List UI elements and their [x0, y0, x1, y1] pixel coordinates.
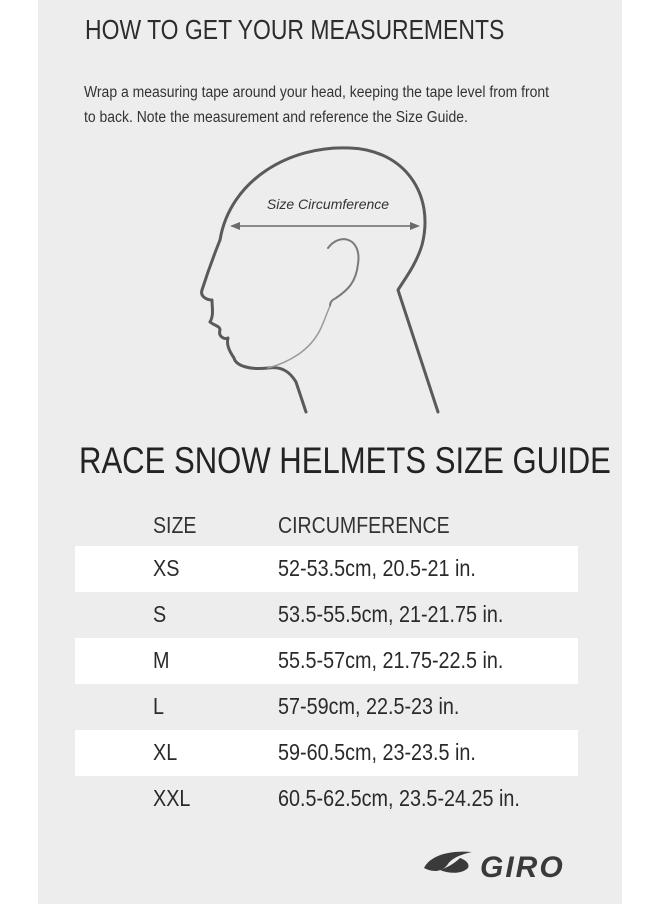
table-header — [75, 510, 578, 546]
intro-text: Wrap a measuring tape around your head, keeping the tape level from front to back. Note the measurement and reference the Size Guide. — [84, 84, 550, 126]
circumference-cell: 60.5-62.5cm, 23.5-24.25 in. — [278, 785, 520, 811]
arrow-head-right — [410, 222, 420, 230]
circumference-cell: 52-53.5cm, 20.5-21 in. — [278, 555, 476, 581]
table-row — [75, 776, 578, 822]
table-row — [75, 730, 578, 776]
size-cell: M — [153, 647, 170, 673]
head-measurement-diagram — [190, 140, 470, 420]
circumference-cell: 53.5-55.5cm, 21-21.75 in. — [278, 601, 504, 627]
page-heading: HOW TO GET YOUR MEASUREMENTS — [85, 14, 505, 45]
circumference-cell: 57-59cm, 22.5-23 in. — [278, 693, 460, 719]
arrow-head-left — [230, 222, 240, 230]
table-row — [75, 592, 578, 638]
size-cell: XS — [153, 555, 180, 581]
header-size: SIZE — [153, 512, 197, 538]
giro-logo — [422, 846, 600, 882]
size-cell: XL — [153, 739, 178, 765]
head-outline — [220, 148, 438, 412]
table-row — [75, 684, 578, 730]
size-cell: XXL — [153, 785, 191, 811]
ear-shape — [328, 239, 358, 306]
circumference-cell: 59-60.5cm, 23-23.5 in. — [278, 739, 476, 765]
jaw-line — [268, 306, 330, 368]
face-profile — [202, 240, 306, 412]
table-row — [75, 546, 578, 592]
circumference-cell: 55.5-57cm, 21.75-22.5 in. — [278, 647, 504, 673]
table-row — [75, 638, 578, 684]
circumference-label: Size Circumference — [266, 196, 390, 212]
header-circumference: CIRCUMFERENCE — [278, 512, 450, 538]
size-table — [75, 510, 578, 822]
size-cell: L — [153, 693, 165, 719]
giro-wordmark: GIRO — [480, 851, 565, 882]
size-cell: S — [153, 601, 167, 627]
size-guide-title: RACE SNOW HELMETS SIZE GUIDE — [79, 440, 611, 481]
